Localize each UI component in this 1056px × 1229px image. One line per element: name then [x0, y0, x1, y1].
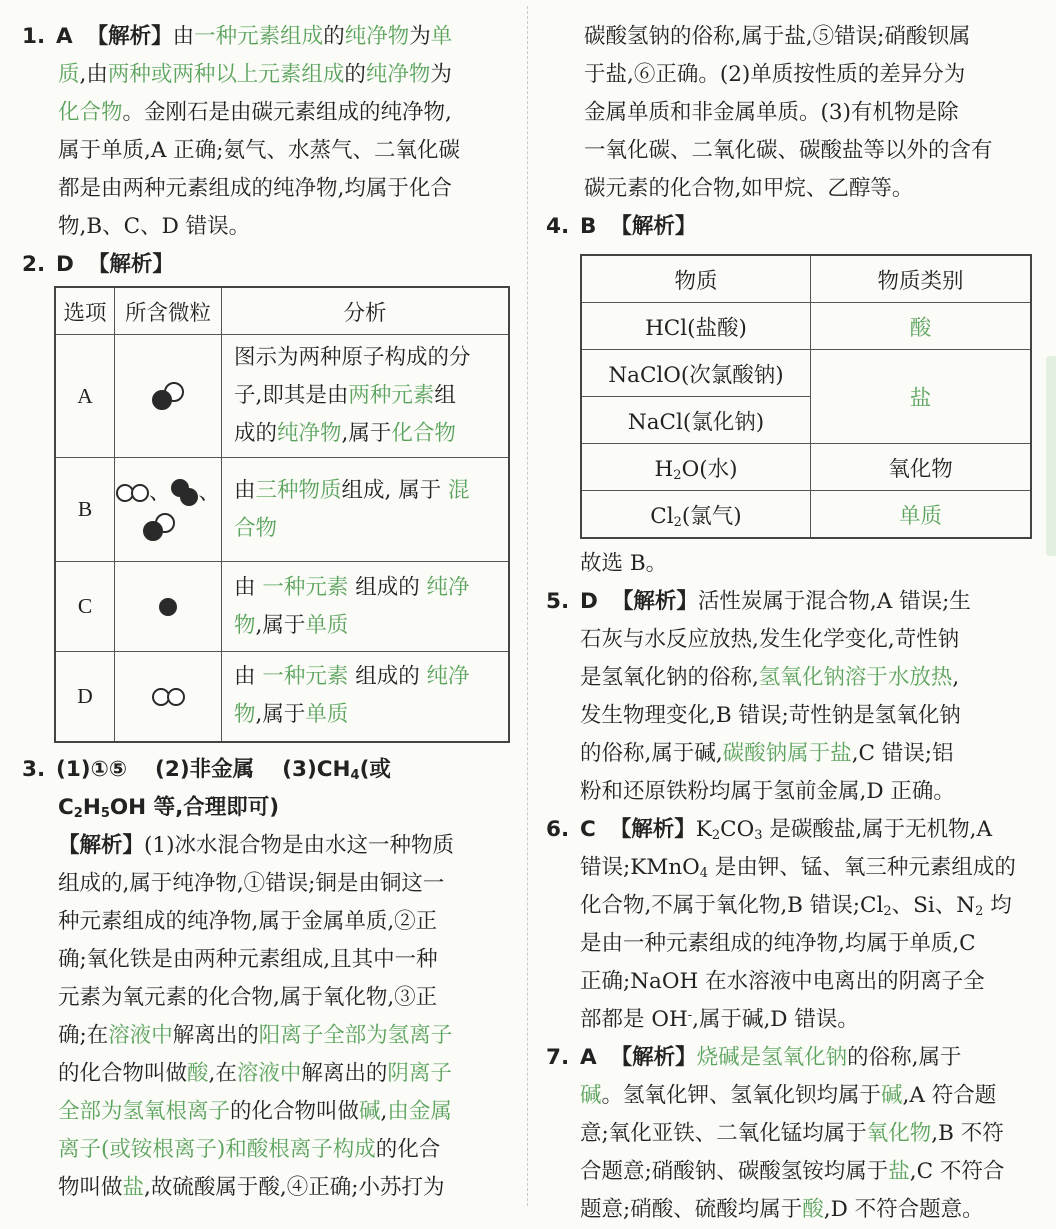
table-row: NaClO(次氯酸钠) 盐: [581, 350, 1031, 397]
single-atom-icon: [115, 562, 222, 652]
question-3-continued: 碳酸氢钠的俗称,属于盐,⑤错误;硝酸钡属 于盐,⑥正确。(2)单质按性质的差异分为 金属单质和非金属单质。(3)有机物是除 一氧化碳、二氧化碳、碳酸盐等以外的含有 碳元素的化合物,如甲烷、乙醇等。: [584, 24, 993, 201]
answer-letter: A: [56, 24, 73, 49]
answer-letter: A: [580, 1045, 597, 1070]
question-number: 6.: [546, 817, 570, 842]
question-1: 1. A 【解析】由一种元素组成的纯净物为单 质,由两种或两种以上元素组成的纯净物为 化合物。金刚石是由碳元素组成的纯净物, 属于单质,A 正确;氨气、水蒸气、二氧化碳 都是由两种元素组成的纯净物,均属于化合 物,B、C、D 错误。: [22, 18, 510, 246]
mixture-molecules-icon: 、 、: [115, 458, 222, 562]
table-header: 物质类别: [811, 255, 1032, 303]
question-2: [22, 246, 510, 743]
table-header: 所含微粒: [115, 287, 222, 335]
question-number: 3.: [22, 756, 46, 782]
question-number: 1.: [22, 24, 46, 49]
question-4: 4. B 【解析】 物质 物质类别 HCl(盐酸) 酸 NaClO(次氯酸钠) 盐 NaCl(氯化钠) $H_2O$(水) 氧化物 $Cl_2$(氯气) 单质 故选 B。: [546, 208, 1036, 583]
answer-letter: D: [580, 589, 598, 614]
table-header: 分析: [222, 287, 510, 335]
diatomic-compound-molecule-icon: [115, 335, 222, 458]
analysis-tag: 【解析】: [611, 589, 698, 614]
right-column: [546, 0, 1036, 1229]
table-row: A 图示为两种原子构成的分 子,即其是由两种元素组 成的纯净物,属于化合物: [55, 335, 509, 458]
answer-letter: C: [580, 817, 596, 842]
question-number: 4.: [546, 214, 570, 239]
analysis-tag: 【解析】: [58, 832, 145, 858]
substance-classification-table: [580, 254, 1032, 539]
analysis-tag: 【解析】: [609, 817, 696, 842]
table-row: B 、 、 由三种物质组成, 属于 混 合物: [55, 458, 509, 562]
question-number: 7.: [546, 1045, 570, 1070]
left-column: [22, 0, 510, 1207]
table-row: NaCl(氯化钠): [581, 397, 1031, 444]
table-row: $H_2O$(水) 氧化物: [581, 444, 1031, 491]
table-header: 选项: [55, 287, 115, 335]
analysis-tag: 【解析】: [86, 24, 173, 49]
analysis-tag: 【解析】: [610, 1045, 697, 1070]
table-row: D 由 一种元素 组成的 纯净 物,属于单质: [55, 652, 509, 742]
question-7: 7. A 【解析】烧碱是氢氧化钠的俗称,属于 碱。氢氧化钾、氢氧化钡均属于碱,A 符合题 意;氧化亚铁、二氧化锰均属于氧化物,B 不符 合题意;硝酸钠、碳酸氢铵均属于盐,C 不符合 题意;硝酸、硫酸均属于酸,D 不符合题意。: [546, 1039, 1036, 1229]
question-6: 6. C 【解析】$K_2CO_3$ 是碳酸盐,属于无机物,A 错误;KMnO$_4$ 是由钾、锰、氧三种元素组成的 化合物,不属于氧化物,B 错误$;Cl_2$、Si、$N_2$ 均 是由一种元素组成的纯净物,均属于单质,C 正确;NaOH 在水溶液中电离出的阴离子全 部都是 OH-,属于碱,D 错误。: [546, 811, 1036, 1039]
analysis-tag: 【解析】: [87, 252, 174, 277]
diatomic-element-molecule-icon: [115, 652, 222, 742]
column-divider: [527, 6, 528, 1206]
question-5: 5. D 【解析】活性炭属于混合物,A 错误;生 石灰与水反应放热,发生化学变化,苛性钠 是氢氧化钠的俗称,氢氧化钠溶于水放热, 发生物理变化,B 错误;苛性钠是氢氧化钠 的俗称,属于碱,碳酸钠属于盐,C 错误;铝 粉和还原铁粉均属于氢前金属,D 正确。: [546, 583, 1036, 811]
table-row: $Cl_2$(氯气) 单质: [581, 491, 1031, 539]
question-number: 2.: [22, 252, 46, 277]
question-3: 3. (1)①⑤ (2)非金属 $(3)CH_4$(或 $C_2H_5OH$ 等,合理即可) 【解析】(1)冰水混合物是由水这一种物质 组成的,属于纯净物,①错误;铜是由铜这一 种元素组成的纯净物,属于金属单质,②正 确;氧化铁是由两种元素组成,且其中一种 元素为氧元素的化合物,属于氧化物,③正 确;在溶液中解离出的阳离子全部为氢离子 的化合物叫做酸,在溶液中解离出的阴离子 全部为氢氧根离子的化合物叫做碱,由金属 离子(或铵根离子)和酸根离子构成的化合 物叫做盐,故硫酸属于酸,④正确;小苏打为: [22, 751, 510, 1207]
table-row: C 由 一种元素 组成的 纯净 物,属于单质: [55, 562, 509, 652]
analysis-tag: 【解析】: [610, 214, 697, 239]
question-number: 5.: [546, 589, 570, 614]
particle-analysis-table: [54, 286, 510, 743]
table-row: HCl(盐酸) 酸: [581, 303, 1031, 350]
table-header: 物质: [581, 255, 811, 303]
page-edge-tab: [1046, 356, 1056, 556]
answer-letter: B: [580, 214, 597, 239]
answer-letter: D: [56, 252, 74, 277]
